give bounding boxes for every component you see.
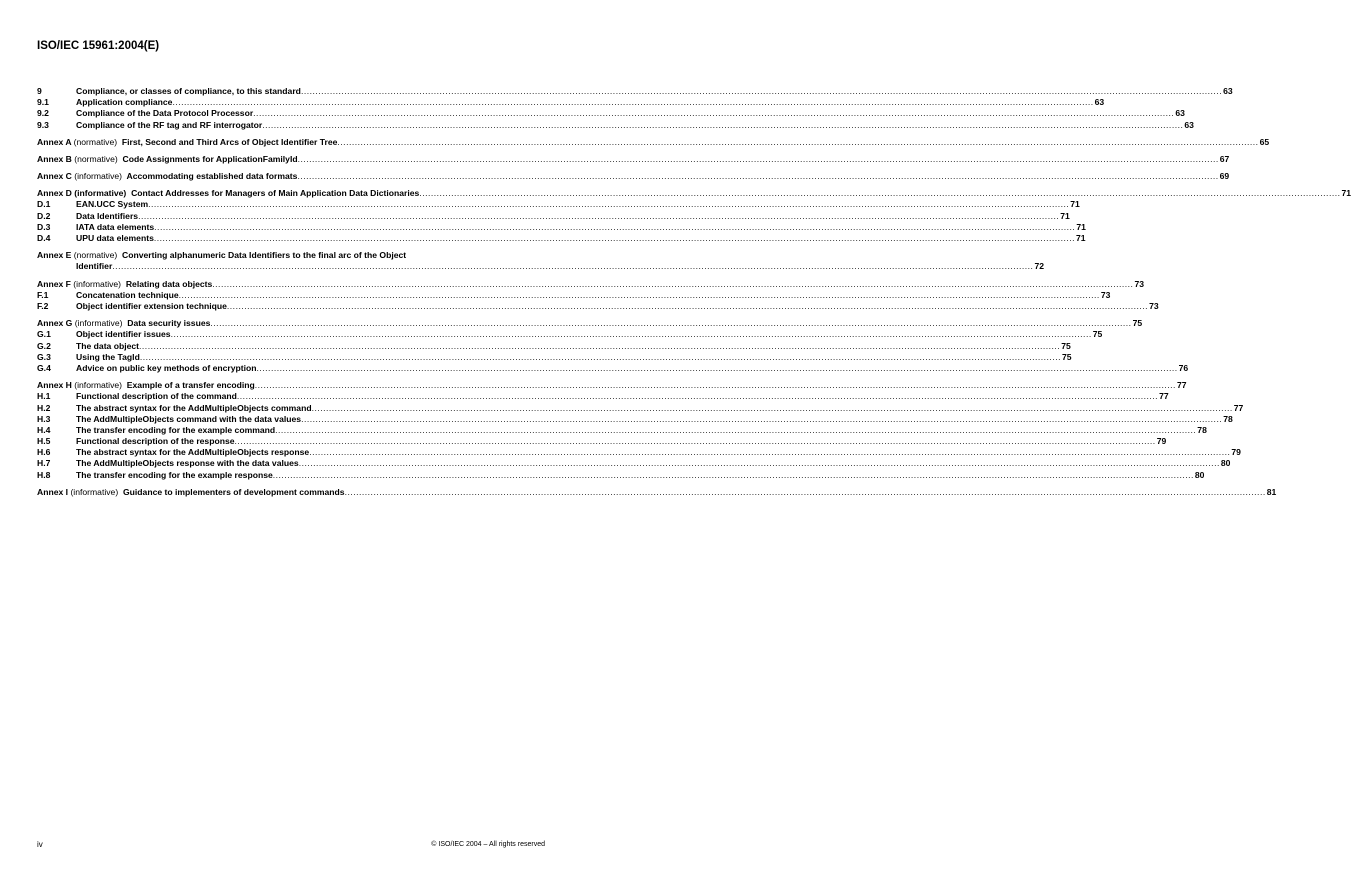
toc-entry-page: 79	[1231, 447, 1241, 458]
toc-entry-title: The abstract syntax for the AddMultipleObjects response	[76, 447, 310, 458]
leader-dots	[235, 436, 1156, 447]
leader-dots	[154, 233, 1075, 244]
toc-entry-h-8[interactable]	[37, 469, 1205, 481]
toc-entry-h-7[interactable]	[37, 458, 1231, 469]
toc-entry-number: H.2	[37, 402, 51, 413]
annex-title: Example of a transfer encoding	[126, 380, 255, 391]
toc-entry-page: 81	[1266, 486, 1277, 497]
toc-entry-page: 77	[1176, 380, 1187, 391]
toc-entry-9-1[interactable]	[37, 97, 1105, 108]
toc-entry-title: UPU data elements	[76, 233, 154, 244]
toc-entry-page: 71	[1060, 210, 1070, 221]
toc-entry-number: G.1	[37, 329, 51, 340]
toc-entry-page: 76	[1178, 362, 1189, 373]
leader-dots	[298, 154, 1219, 165]
toc-entry-page: 75	[1061, 340, 1071, 351]
toc-entry-page: 78	[1223, 413, 1233, 424]
copyright-notice: © ISO/IEC 2004 – All rights reserved	[431, 841, 545, 848]
toc-entry-title: The abstract syntax for the AddMultipleObjects command	[76, 402, 312, 413]
leader-dots	[309, 447, 1230, 458]
toc-entry-g-3[interactable]	[37, 351, 1072, 363]
toc-entry-g-1[interactable]	[37, 329, 1103, 340]
toc-entry-h-5[interactable]	[37, 436, 1167, 447]
toc-entry-page: 77	[1159, 391, 1169, 402]
leader-dots	[301, 414, 1222, 425]
toc-entry-page: 67	[1219, 153, 1230, 164]
annex-kind: (normative)	[73, 250, 118, 261]
toc-entry-annex-c[interactable]	[37, 171, 1230, 182]
toc-entry-h-3[interactable]	[37, 413, 1233, 425]
toc-entry-number: D.1	[37, 199, 51, 210]
toc-entry-title: The AddMultipleObjects command with the data values	[76, 413, 302, 424]
annex-label: Annex A	[37, 136, 72, 147]
toc-entry-page: 63	[1094, 97, 1105, 108]
leader-dots	[262, 120, 1183, 131]
leader-dots	[257, 363, 1178, 374]
toc-entry-number: 9.1	[37, 97, 49, 108]
annex-label: Annex D	[37, 188, 72, 199]
leader-dots	[253, 108, 1174, 119]
toc-entry-page: 63	[1184, 119, 1194, 130]
annex-title: Converting alphanumeric Data Identifiers to the final arc of the Object	[122, 250, 407, 261]
toc-entry-number: H.8	[37, 469, 51, 480]
annex-title: Data security issues	[127, 318, 211, 329]
leader-dots	[210, 318, 1131, 329]
leader-dots	[138, 211, 1059, 222]
annex-title: Contact Addresses for Managers of Main Application Data Dictionaries	[131, 188, 420, 199]
toc-entry-number: G.4	[37, 362, 51, 373]
toc-entry-number: H.4	[37, 424, 51, 435]
toc-entry-annex-a[interactable]	[37, 136, 1270, 148]
annex-kind: (informative)	[74, 171, 123, 182]
leader-dots	[139, 341, 1060, 352]
toc-entry-page: 80	[1194, 469, 1205, 480]
toc-entry-number: H.1	[37, 391, 51, 402]
toc-entry-number: 9	[37, 85, 42, 96]
toc-entry-title: The transfer encoding for the example command	[76, 424, 276, 435]
toc-entry-page: 80	[1220, 458, 1231, 469]
toc-entry-title: Functional description of the command	[76, 391, 237, 402]
toc-entry-title	[37, 318, 210, 329]
toc-entry-h-2[interactable]	[37, 402, 1244, 414]
toc-entry-number: H.5	[37, 436, 51, 447]
toc-entry-title: Compliance of the Data Protocol Processor	[76, 108, 254, 119]
toc-entry-title-continuation	[37, 261, 1045, 272]
toc-entry-g-4[interactable]	[37, 362, 1189, 374]
annex-kind: (normative)	[73, 136, 118, 147]
annex-label: Annex H	[37, 380, 72, 391]
toc-entry-page: 78	[1197, 424, 1207, 435]
leader-dots	[312, 403, 1233, 414]
toc-entry-title: Concatenation technique	[76, 289, 179, 300]
toc-entry-page: 71	[1070, 199, 1080, 210]
leader-dots	[273, 470, 1194, 481]
toc-entry-number: H.7	[37, 458, 51, 469]
toc-entry-title: EAN.UCC System	[76, 199, 149, 210]
leader-dots	[171, 329, 1092, 340]
toc-entry-h-4[interactable]	[37, 424, 1207, 436]
toc-entry-title: Using the TagId	[76, 351, 140, 362]
toc-entry-title	[37, 279, 212, 290]
leader-dots	[255, 380, 1176, 391]
toc-entry-title: IATA data elements	[76, 221, 155, 232]
leader-dots	[140, 352, 1061, 363]
toc-entry-g-2[interactable]	[37, 340, 1071, 352]
leader-dots	[148, 199, 1069, 210]
toc-entry-title: Object identifier extension technique	[76, 301, 227, 312]
toc-entry-page: 63	[1223, 85, 1233, 96]
annex-label: Annex C	[37, 171, 72, 182]
toc-entry-d-3[interactable]	[37, 221, 1086, 233]
toc-entry-page: 75	[1061, 351, 1072, 362]
toc-entry-title	[37, 154, 298, 165]
annex-label: Annex F	[37, 278, 71, 289]
leader-dots	[237, 391, 1158, 402]
toc-entry-annex-e[interactable]	[37, 250, 1045, 272]
leader-dots	[337, 137, 1258, 148]
leader-dots	[179, 290, 1100, 301]
toc-entry-number: F.2	[37, 301, 49, 312]
toc-entry-number: D.4	[37, 233, 51, 244]
annex-title: Code Assignments for ApplicationFamilyId	[122, 153, 298, 164]
toc-entry-page: 75	[1092, 329, 1103, 340]
toc-entry-page: 69	[1219, 171, 1230, 182]
toc-entry-9-3[interactable]	[37, 119, 1194, 131]
toc-entry-page: 71	[1076, 233, 1086, 244]
toc-entry-title: Compliance, or classes of compliance, to this standard	[76, 85, 301, 96]
toc-entry-title	[37, 188, 419, 199]
annex-label: Annex I	[37, 486, 69, 497]
toc-entry-f-1[interactable]	[37, 289, 1111, 301]
toc-entry-title: The transfer encoding for the example response	[76, 469, 273, 480]
toc-entry-title	[37, 380, 255, 391]
toc-entry-page: 79	[1156, 436, 1167, 447]
toc-entry-annex-h[interactable]	[37, 380, 1187, 391]
toc-entry-title: The data object	[76, 340, 140, 351]
toc-entry-number: 9.2	[37, 108, 49, 119]
annex-kind: (informative)	[73, 278, 122, 289]
toc-entry-9[interactable]	[37, 85, 1233, 97]
toc-entry-annex-i[interactable]	[37, 486, 1277, 498]
toc-entry-9-2[interactable]	[37, 108, 1185, 119]
toc-entry-number: D.2	[37, 210, 51, 221]
leader-dots	[345, 487, 1266, 498]
toc-entry-number: F.1	[37, 289, 49, 300]
toc-entry-annex-b[interactable]	[37, 153, 1230, 165]
toc-entry-page: 71	[1076, 221, 1086, 232]
toc-entry-number: H.3	[37, 413, 51, 424]
toc-entry-page: 73	[1100, 289, 1111, 300]
toc-entry-h-6[interactable]	[37, 447, 1241, 458]
toc-entry-annex-g[interactable]	[37, 318, 1143, 329]
toc-entry-page: 77	[1233, 402, 1244, 413]
leader-dots	[112, 261, 1033, 272]
annex-label: Annex G	[37, 318, 73, 329]
toc-entry-d-2[interactable]	[37, 210, 1070, 222]
leader-dots	[297, 171, 1218, 182]
leader-dots	[299, 458, 1220, 469]
toc-entry-title	[37, 250, 545, 261]
document-header: ISO/IEC 15961:2004(E)	[37, 40, 160, 52]
toc-entry-title	[37, 487, 345, 498]
leader-dots	[419, 188, 1340, 199]
annex-kind: (normative)	[74, 153, 118, 164]
toc-entry-page: 65	[1259, 136, 1270, 147]
annex-label: Annex E	[37, 250, 72, 261]
toc-entry-number: G.3	[37, 351, 51, 362]
toc-entry-title	[37, 137, 337, 148]
annex-title-line-2: Identifier	[76, 261, 113, 272]
toc-entry-d-1[interactable]	[37, 199, 1080, 211]
toc-entry-title: The AddMultipleObjects response with the data values	[76, 458, 299, 469]
toc-entry-page: 71	[1341, 188, 1351, 199]
toc-entry-page: 73	[1134, 278, 1144, 289]
toc-entry-title: Data Identifiers	[76, 210, 139, 221]
toc-entry-number: D.3	[37, 221, 51, 232]
toc-entry-annex-d[interactable]	[37, 188, 1351, 199]
toc-entry-annex-f[interactable]	[37, 278, 1144, 290]
annex-kind: (informative)	[70, 486, 119, 497]
toc-entry-number: 9.3	[37, 119, 49, 130]
annex-kind: (informative)	[74, 318, 123, 329]
leader-dots	[301, 86, 1222, 97]
leader-dots	[275, 425, 1196, 436]
table-of-contents	[37, 85, 1351, 498]
toc-entry-number: H.6	[37, 447, 51, 458]
annex-title: Relating data objects	[125, 278, 213, 289]
toc-entry-page: 72	[1034, 261, 1045, 272]
toc-entry-page: 75	[1132, 318, 1143, 329]
leader-dots	[212, 279, 1133, 290]
toc-entry-page: 63	[1175, 108, 1185, 119]
leader-dots	[172, 97, 1093, 108]
toc-entry-title: Advice on public key methods of encryption	[76, 362, 257, 373]
annex-kind: (informative)	[74, 380, 123, 391]
toc-entry-f-2[interactable]	[37, 301, 1159, 312]
page-number: iv	[37, 840, 43, 849]
toc-entry-title: Object identifier issues	[76, 329, 171, 340]
toc-entry-h-1[interactable]	[37, 391, 1169, 402]
toc-entry-title: Application compliance	[76, 97, 173, 108]
toc-entry-number: G.2	[37, 340, 51, 351]
toc-entry-title: Compliance of the RF tag and RF interrogator	[76, 119, 263, 130]
toc-entry-title	[37, 171, 297, 182]
annex-title: First, Second and Third Arcs of Object Identifier Tree	[121, 136, 338, 147]
annex-label: Annex B	[37, 153, 72, 164]
toc-entry-page: 73	[1149, 301, 1159, 312]
leader-dots	[154, 222, 1075, 233]
leader-dots	[227, 301, 1148, 312]
toc-entry-d-4[interactable]	[37, 233, 1086, 244]
annex-title: Accommodating established data formats	[126, 171, 298, 182]
annex-kind: (informative)	[74, 188, 127, 199]
annex-title: Guidance to implementers of development commands	[122, 486, 345, 497]
toc-entry-title: Functional description of the response	[76, 436, 235, 447]
